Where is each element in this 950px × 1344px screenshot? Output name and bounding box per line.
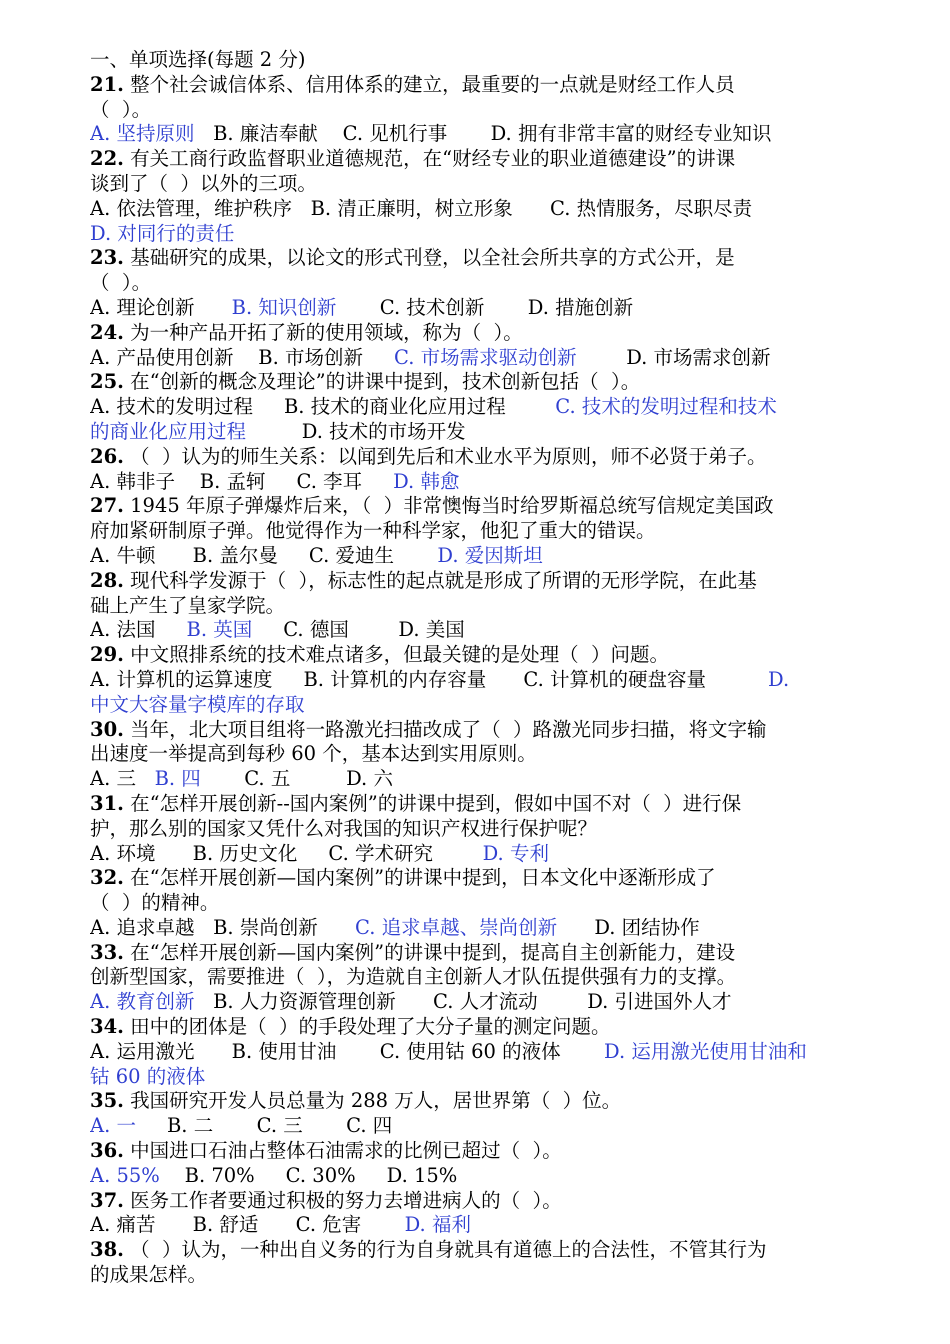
text-line	[90, 965, 860, 990]
body-text: 现代科学发源于（ ），标志性的起点就是形成了所谓的无形学院，在此基	[123, 568, 757, 592]
body-text: 在“怎样开展创新—国内案例”的讲课中提到，提高自主创新能力，建设	[123, 940, 736, 964]
answer-text: D.	[768, 667, 790, 691]
text-line	[90, 842, 860, 867]
body-text: A. 理论创新	[90, 295, 232, 319]
body-text: （ ）认为的师生关系：以闻到先后和术业水平为原则，师不必贤于弟子。	[123, 444, 767, 468]
text-line	[90, 742, 860, 767]
body-text: （ ）的精神。	[90, 891, 220, 915]
text-line	[90, 1164, 860, 1189]
body-text: A. 技术的发明过程 B. 技术的商业化应用过程	[90, 395, 556, 419]
body-text: A. 产品使用创新 B. 市场创新	[90, 345, 394, 369]
body-text: C. 德国 D. 美国	[252, 618, 465, 642]
question-number: 28.	[90, 568, 124, 592]
body-text: 在“怎样开展创新—国内案例”的讲课中提到，日本文化中逐渐形成了	[123, 866, 716, 890]
body-text: B. 人力资源管理创新 C. 人才流动 D. 引进国外人才	[194, 990, 732, 1014]
body-text: 田中的团体是（ ）的手段处理了大分子量的测定问题。	[123, 1015, 611, 1039]
text-line	[90, 693, 860, 718]
answer-text: 钴 60 的液体	[90, 1064, 206, 1088]
answer-text: D. 专利	[482, 841, 549, 865]
body-text: 在“创新的概念及理论”的讲课中提到，技术创新包括（ ）。	[123, 370, 641, 394]
body-text: A. 依法管理，维护秩序 B. 清正廉明，树立形象 C. 热情服务，尽职尽责	[90, 196, 753, 220]
answer-text: B. 知识创新	[231, 295, 337, 319]
answer-text: 的商业化应用过程	[90, 419, 247, 443]
answer-text: A. 55%	[90, 1163, 160, 1187]
body-text: B. 二 C. 三 C. 四	[135, 1114, 393, 1138]
body-text: A. 环境 B. 历史文化 C. 学术研究	[90, 841, 483, 865]
body-text: 谈到了（ ）以外的三项。	[90, 171, 317, 195]
body-text: 医务工作者要通过积极的努力去增进病人的（ ）。	[123, 1188, 562, 1212]
body-text: （ ）认为，一种出自义务的行为自身就具有道德上的合法性，不管其行为	[123, 1238, 767, 1262]
answer-text: A. 一	[90, 1114, 136, 1138]
text-line	[90, 916, 860, 941]
body-text: 出速度一举提高到每秒 60 个，基本达到实用原则。	[90, 742, 537, 766]
body-text: 有关工商行政监督职业道德规范，在“财经专业的职业道德建设”的讲课	[123, 147, 736, 171]
body-text: 础上产生了皇家学院。	[90, 593, 286, 617]
text-line	[90, 643, 860, 668]
question-number: 26.	[90, 444, 124, 468]
text-line	[90, 172, 860, 197]
answer-text: A. 教育创新	[90, 990, 195, 1014]
body-text: C. 五 D. 六	[200, 767, 393, 791]
text-line	[90, 569, 860, 594]
body-text: 整个社会诚信体系、信用体系的建立，最重要的一点就是财经工作人员	[123, 72, 735, 96]
question-number: 25.	[90, 370, 124, 394]
body-text: 的成果怎样。	[90, 1263, 208, 1287]
question-number: 33.	[90, 940, 124, 964]
question-number: 32.	[90, 866, 124, 890]
answer-text: C. 追求卓越、崇尚创新	[355, 915, 558, 939]
text-line	[90, 1263, 860, 1288]
body-text: A. 牛顿 B. 盖尔曼 C. 爱迪生	[90, 543, 438, 567]
text-line	[90, 147, 860, 172]
body-text: 中文照排系统的技术难点诸多，但最关键的是处理（ ）问题。	[123, 643, 670, 667]
question-number: 37.	[90, 1188, 124, 1212]
body-text: 1945 年原子弹爆炸后来，（ ）非常懊悔当时给罗斯福总统写信规定美国政	[123, 494, 774, 518]
body-text: 基础研究的成果，以论文的形式刊登，以全社会所共享的方式公开，是	[123, 246, 735, 270]
body-text: A. 三	[90, 767, 155, 791]
text-line	[90, 346, 860, 371]
document-page	[90, 48, 860, 1288]
text-line	[90, 1089, 860, 1114]
answer-text: 中文大容量字模库的存取	[90, 692, 305, 716]
text-line	[90, 420, 860, 445]
answer-text: C. 市场需求驱动创新	[394, 345, 577, 369]
text-line	[90, 98, 860, 123]
question-number: 22.	[90, 147, 124, 171]
text-line	[90, 594, 860, 619]
text-line	[90, 271, 860, 296]
text-line	[90, 1139, 860, 1164]
answer-text: B. 英国	[186, 618, 253, 642]
answer-text: D. 运用激光使用甘油和	[604, 1039, 807, 1063]
body-text: A. 韩非子 B. 孟轲 C. 李耳	[90, 469, 394, 493]
text-line	[90, 470, 860, 495]
body-text: A. 运用激光 B. 使用甘油 C. 使用钴 60 的液体	[90, 1039, 605, 1063]
question-number: 27.	[90, 494, 124, 518]
body-text: 府加紧研制原子弹。他觉得作为一种科学家，他犯了重大的错误。	[90, 519, 656, 543]
text-line	[90, 1238, 860, 1263]
text-line	[90, 891, 860, 916]
text-line	[90, 197, 860, 222]
question-number: 38.	[90, 1238, 124, 1262]
text-line	[90, 718, 860, 743]
text-line	[90, 866, 860, 891]
text-line	[90, 990, 860, 1015]
question-number: 36.	[90, 1139, 124, 1163]
question-number: 31.	[90, 791, 124, 815]
text-line	[90, 321, 860, 346]
text-line	[90, 1189, 860, 1214]
text-line	[90, 296, 860, 321]
text-line	[90, 1114, 860, 1139]
body-text: A. 痛苦 B. 舒适 C. 危害	[90, 1213, 405, 1237]
answer-text: D. 对同行的责任	[90, 221, 235, 245]
text-line	[90, 494, 860, 519]
text-line	[90, 941, 860, 966]
question-number: 29.	[90, 643, 124, 667]
body-text: A. 追求卓越 B. 崇尚创新	[90, 915, 355, 939]
body-text: D. 团结协作	[557, 915, 700, 939]
text-line	[90, 395, 860, 420]
body-text: B. 廉洁奉献 C. 见机行事 D. 拥有非常丰富的财经专业知识	[194, 122, 772, 146]
question-number: 23.	[90, 246, 124, 270]
body-text: A. 计算机的运算速度 B. 计算机的内存容量 C. 计算机的硬盘容量	[90, 667, 768, 691]
text-line	[90, 618, 860, 643]
body-text: 创新型国家，需要推进（ ），为造就自主创新人才队伍提供强有力的支撑。	[90, 965, 737, 989]
text-line	[90, 817, 860, 842]
body-text: D. 市场需求创新	[576, 345, 771, 369]
body-text: 当年，北大项目组将一路激光扫描改成了（ ）路激光同步扫描，将文字输	[123, 717, 767, 741]
body-text: A. 法国	[90, 618, 187, 642]
text-line	[90, 48, 860, 73]
body-text: 为一种产品开拓了新的使用领域，称为（ ）。	[123, 320, 523, 344]
text-line	[90, 122, 860, 147]
question-number: 21.	[90, 72, 124, 96]
body-text: C. 技术创新 D. 措施创新	[336, 295, 634, 319]
text-line	[90, 767, 860, 792]
text-line	[90, 1040, 860, 1065]
body-text: 在“怎样开展创新--国内案例”的讲课中提到，假如中国不对（ ）进行保	[123, 791, 742, 815]
question-number: 35.	[90, 1089, 124, 1113]
body-text: B. 70% C. 30% D. 15%	[159, 1163, 458, 1187]
text-line	[90, 519, 860, 544]
answer-text: D. 爱因斯坦	[437, 543, 543, 567]
answer-text: A. 坚持原则	[90, 122, 195, 146]
question-number: 24.	[90, 320, 124, 344]
answer-text: B. 四	[154, 767, 201, 791]
body-text: （ ）。	[90, 97, 152, 121]
body-text: 中国进口石油占整体石油需求的比例已超过（ ）。	[123, 1139, 562, 1163]
answer-text: D. 福利	[404, 1213, 471, 1237]
question-number: 30.	[90, 717, 124, 741]
text-line	[90, 445, 860, 470]
text-line	[90, 544, 860, 569]
text-line	[90, 222, 860, 247]
text-line	[90, 246, 860, 271]
body-text: 我国研究开发人员总量为 288 万人，居世界第（ ）位。	[123, 1089, 622, 1113]
text-line	[90, 1015, 860, 1040]
text-line	[90, 73, 860, 98]
text-line	[90, 370, 860, 395]
body-text: 护，那么别的国家又凭什么对我国的知识产权进行保护呢？	[90, 816, 598, 840]
body-text: 一、单项选择(每题 2 分)	[90, 48, 306, 71]
answer-text: D. 韩愈	[393, 469, 460, 493]
body-text: （ ）。	[90, 271, 152, 295]
text-line	[90, 668, 860, 693]
text-line	[90, 1213, 860, 1238]
body-text: D. 技术的市场开发	[246, 419, 466, 443]
answer-text: C. 技术的发明过程和技术	[555, 395, 777, 419]
question-number: 34.	[90, 1015, 124, 1039]
text-line	[90, 1065, 860, 1090]
text-line	[90, 792, 860, 817]
